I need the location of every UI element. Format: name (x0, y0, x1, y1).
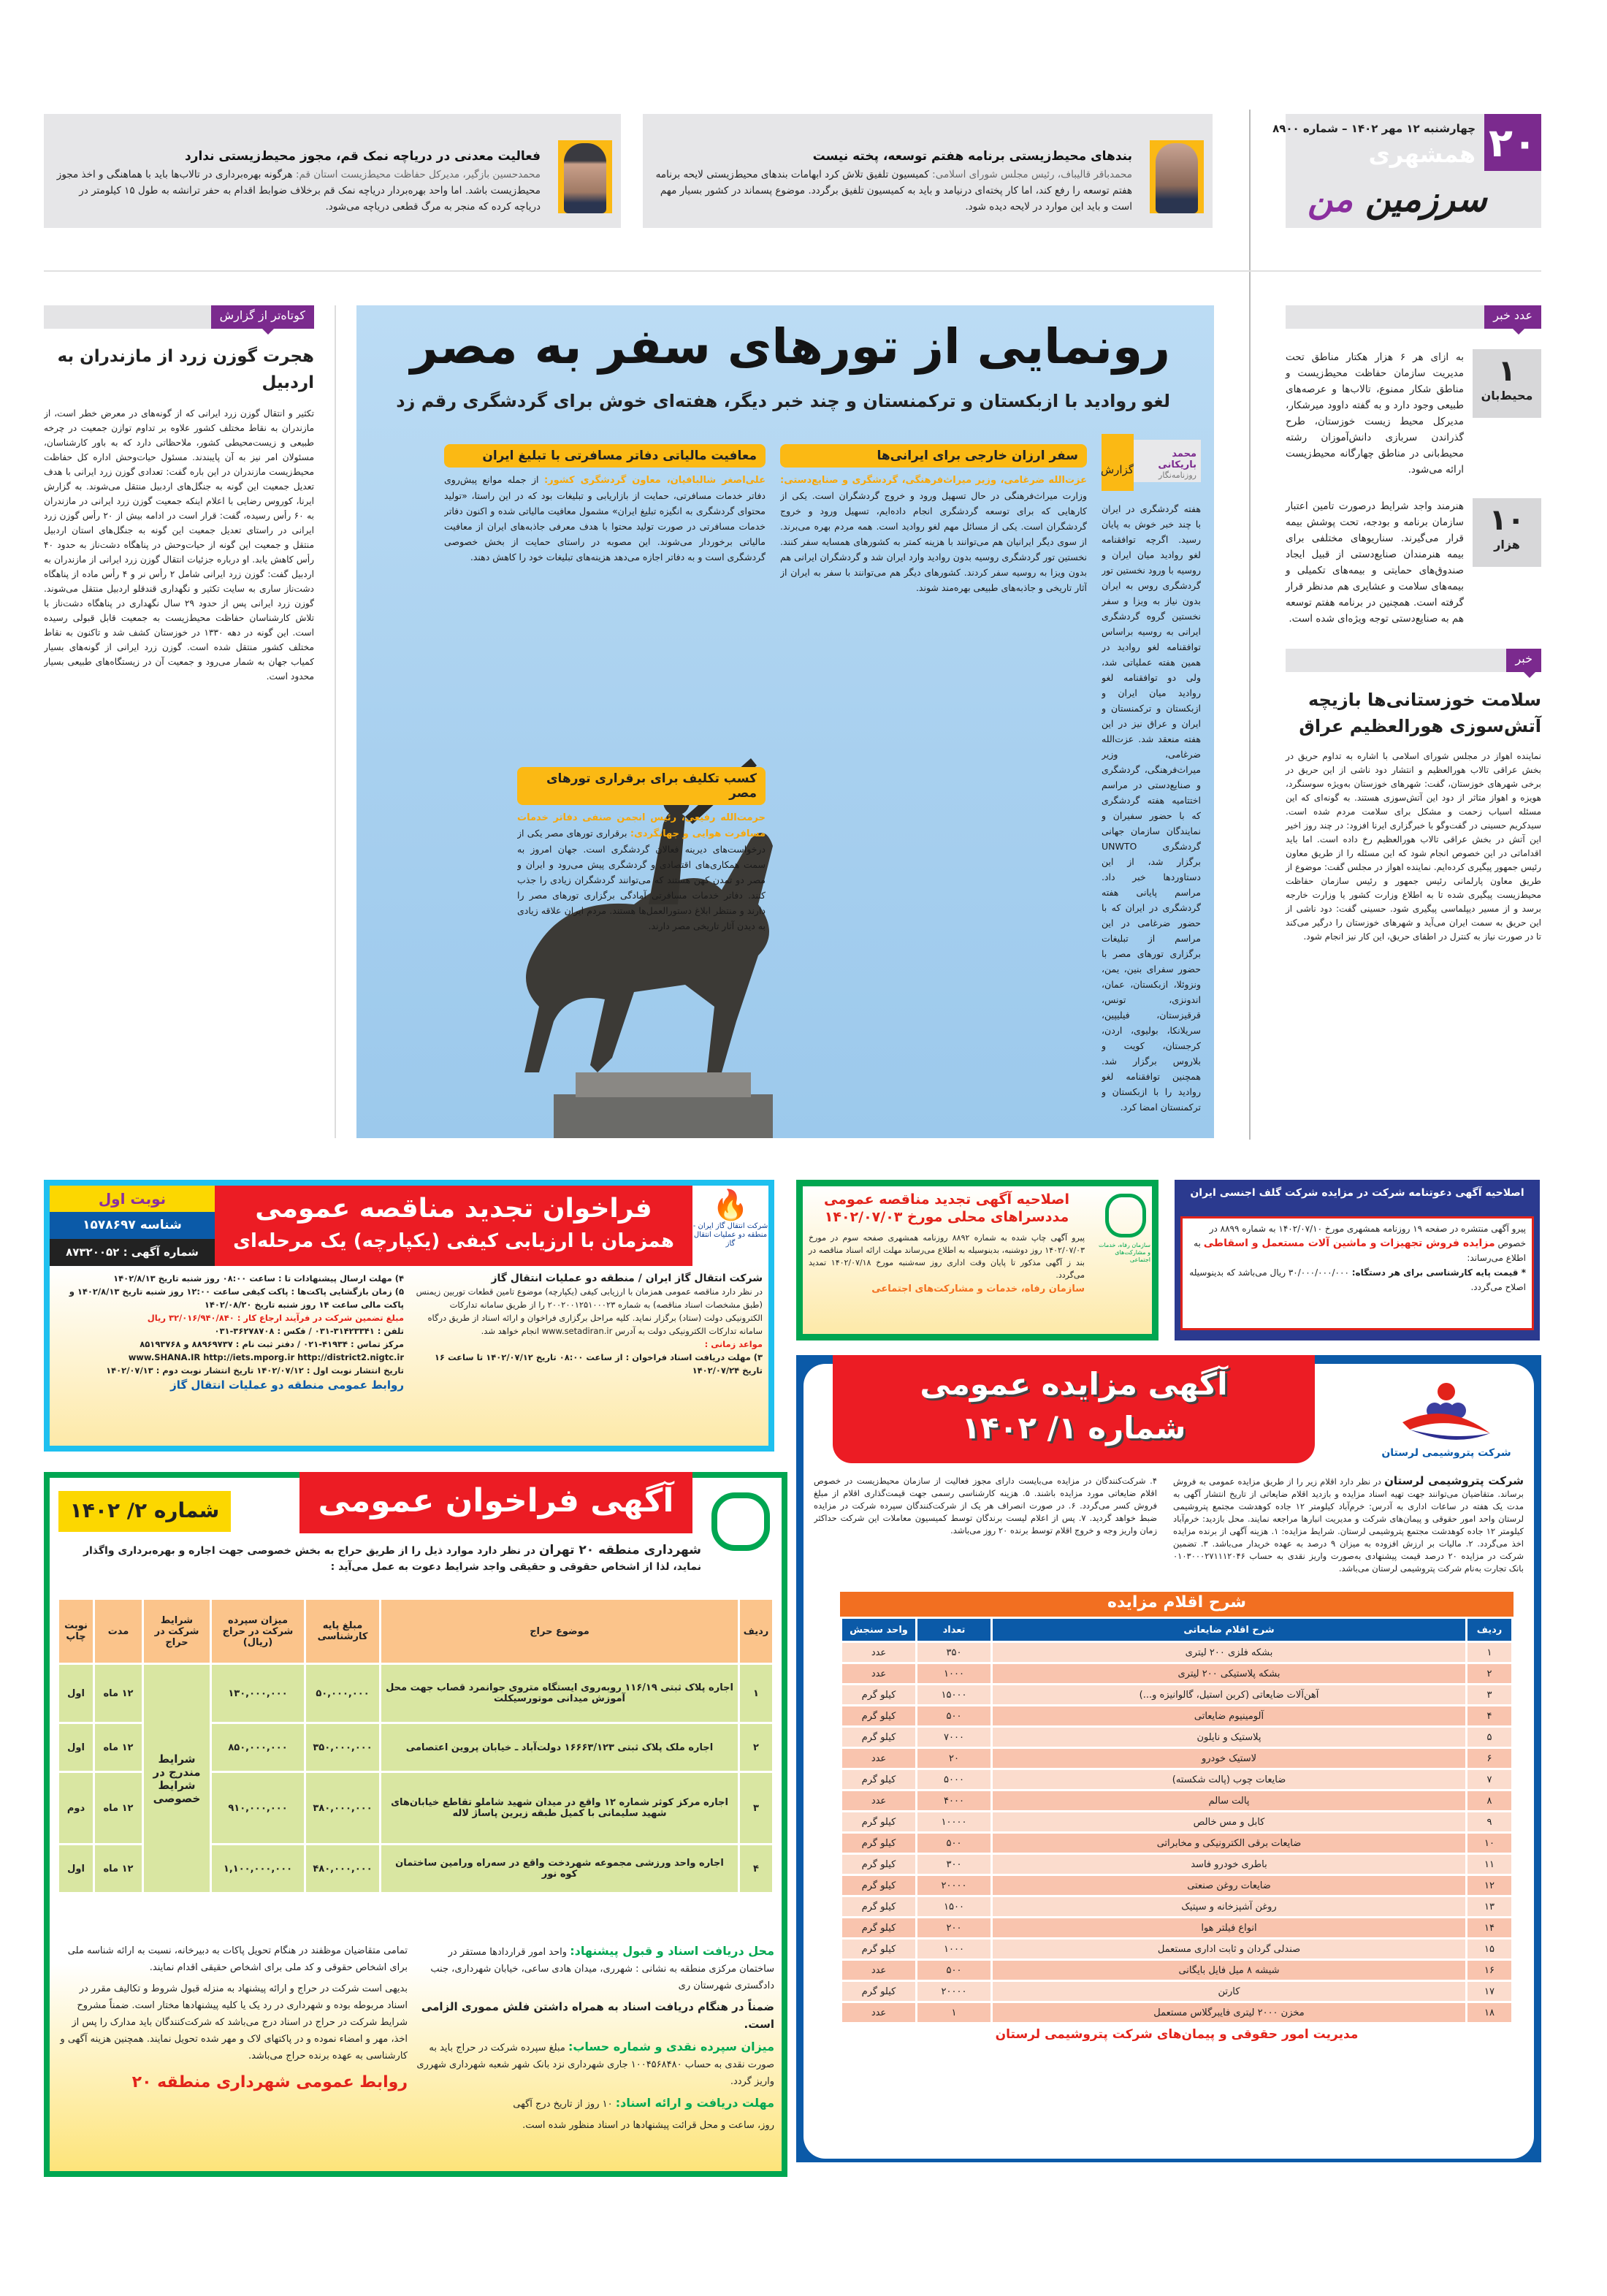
auction-items-table (840, 1617, 1514, 2024)
table-cell: ۱۴ (1467, 1918, 1511, 1937)
news-title: بندهای محیط‌زیستی برنامه هفتم توسعه، پخته نیست (812, 149, 1132, 164)
ad-intro: در نظر دارد موارد ذیل را از طریق حراج به بخش خصوصی جهت اجاره و بهره‌برداری واگذار نماید، لذا از اشخاص حقوقی و حقیقی واجد شرایط دعوت به عمل می‌آید : (83, 1545, 701, 1573)
news-headline[interactable]: سلامت خوزستانی‌ها بازیچه آتش‌سوزی هورالعظیم عراق (1299, 690, 1541, 736)
table-cell: شیشه ۸ میل فایل بایگانی (993, 1961, 1465, 1980)
table-cell: ۱۶ (1467, 1961, 1511, 1980)
table-cell: ۹۱۰,۰۰۰,۰۰۰ (212, 1773, 304, 1843)
news-text: کمیسیون تلفیق تلاش کرد ابهامات بندهای محیط‌زیستی لایحه برنامه هفتم توسعه را رفع کند، اما کار پخته‌ای درنیامد و باید به کمیسیون تلفیق برگردد. موضوع پسماند در کشور بسیار مهم است و باید این موارد در لایحه دیده شود. (655, 169, 1132, 213)
term-block (416, 2094, 774, 2113)
section-heading: سفر ارزان خارجی برای ایرانی‌ها (780, 444, 1087, 468)
supplement-logo-a: سرزمین (1364, 179, 1487, 220)
table-cell: عدد (842, 2003, 915, 2022)
table-cell: پالت سالم (993, 1791, 1465, 1810)
feature-subtitle: لغو روادید با ازبکستان و ترکمنستان و چند خبر دیگر، هفته‌ای خوش برای گردشگری رقم زد (396, 391, 1170, 411)
term-block (416, 2117, 774, 2134)
table-cell: کیلو گرم (842, 1812, 915, 1831)
table-cell: ۲۰ (917, 1749, 990, 1768)
table-row (842, 1897, 1511, 1916)
ad-title: فراخوان تجدید مناقصه عمومی (255, 1194, 652, 1224)
section-byline: علی‌اصغر شالبافیان، معاون گردشگری کشور: (543, 475, 766, 486)
table-cell: پلاستیک و نایلون (993, 1728, 1465, 1747)
section-text: از جمله موانع پیش‌روی دفاتر خدمات مسافرتی، حمایت از بازاریابی و تبلیغات بود که در این راستا، «تولید محتوای گردشگری به انگیزه تبلیغ ایران» مشمول معافیت مالیاتی شده و اکنون دفاتر خدمات مسافرتی در صورت تولید محتوا با هدف معرفی جاذبه‌های ایران از معافیت مالیاتی برخوردار می‌شوند. این مصوبه در راستای حمایت از بخش خصوصی گردشگری است و به دفاتر اجازه می‌دهد هزینه‌های تبلیغات خود را کاهش دهند. (444, 474, 766, 562)
table-header-row (842, 1619, 1511, 1641)
auction-table (57, 1598, 774, 1894)
ad-title: اصلاحیه آگهی تجدید مناقصه عمومی (824, 1191, 1069, 1208)
column-header: شرح اقلام ضایعاتی (993, 1619, 1465, 1641)
table-cell: ۱۸ (1467, 2003, 1511, 2022)
column-divider (335, 305, 336, 1138)
ad-text: پیرو آگهی چاپ شده به شماره ۸۸۹۲ روزنامه همشهری صفحه سوم در مورخ ۱۴۰۲/۰۷/۰۳ روز دوشنبه، بدینوسیله به اطلاع می‌رساند مهلت ارائه اسناد مناقصه در بند ز آگهی مذکور تا پایان وقت اداری روز سه‌شنبه مورخ ۱۴۰۲/۰۷/۱۸ تمدید می‌گردد. (809, 1233, 1085, 1280)
section-tag-bar (44, 305, 314, 329)
table-cell: اجاره ملک پلاک ثبتی ۱۶۶۶۳/۱۲۳ دولت‌آباد ـ خیابان پروین اعتصامی (381, 1724, 738, 1771)
company-name: شرکت انتقال گاز ایران / منطقه دو عملیات انتقال گاز (491, 1273, 763, 1284)
paper-logo: همشهری (1368, 140, 1476, 168)
ad-footer: مدیریت امور حقوقی و پیمان‌های شرکت پتروشیمی لرستان (995, 2027, 1359, 2042)
dates-title: مواعد زمانی : (704, 1339, 763, 1349)
gas-tender-ad (44, 1180, 774, 1452)
ad-text: می‌باشد که بدینوسیله اصلاح می‌گردد. (1189, 1267, 1526, 1292)
section-heading: کسب تکلیف برای برقراری تورهای مصر (517, 767, 766, 805)
term-heading: مهلت دریافت و ارائه اسناد: (615, 2096, 774, 2110)
lorestan-auction-ad (796, 1355, 1541, 2162)
table-cell: ۱۲ (1467, 1876, 1511, 1895)
table-header-row (59, 1600, 772, 1663)
table-cell: ۵۰۰۰ (917, 1770, 990, 1789)
logo-caption: شرکت پتروشیمی لرستان (1381, 1447, 1511, 1459)
ad-links[interactable]: www.SHANA.IR http://iets.mporg.ir http://district2.nigtc.ir (128, 1352, 404, 1362)
term-text: واحد امور قراردادها مستقر در ساختمان مرکزی منطقه به نشانی : شهرری، میدان هادی ساعی، خیابان شهرداری، جنب دادگستری شهرستان ری (430, 1947, 774, 1991)
table-cell: بشکه پلاستیکی ۲۰۰ لیتری (993, 1664, 1465, 1683)
table-row (842, 1791, 1511, 1810)
column-divider (1249, 110, 1251, 1140)
table-row (842, 1706, 1511, 1725)
table-cell: ۱۱ (1467, 1855, 1511, 1874)
table-cell: ۱۵۰۰ (917, 1897, 990, 1916)
term-text: ۱۰ روز از تاریخ درج آگهی (513, 2099, 613, 2110)
report-tag: گزارش (1102, 434, 1134, 491)
table-cell: کابل و مس خالص (993, 1812, 1465, 1831)
tehran-municipality-logo-icon (1105, 1194, 1146, 1237)
ad-number: شماره ۱/ ۱۴۰۲ (961, 1410, 1186, 1446)
table-cell: عدد (842, 1664, 915, 1683)
ad-number-value: ۸۷۳۲۰۰۵۲ (66, 1246, 120, 1259)
table-row (842, 1876, 1511, 1895)
top-news-item[interactable] (44, 114, 621, 228)
left-column (44, 305, 314, 1138)
table-cell: عدد (842, 1791, 915, 1810)
table-cell: باطری خودرو فاسد (993, 1855, 1465, 1874)
stat-number: ۱ (1497, 354, 1516, 388)
table-cell: ۳ (740, 1773, 772, 1843)
portrait-photo (1150, 140, 1204, 213)
section-byline: حرمت‌الله رفیعی، رئیس انجمن صنفی دفاتر خدمات مسافرت هوایی و جهانگردی: (517, 812, 766, 839)
table-cell: ۱۰۰۰ (917, 1940, 990, 1959)
table-cell: لاستیک خودرو (993, 1749, 1465, 1768)
ad-footer: روابط عمومی شهرداری منطقه ۲۰ (131, 2073, 408, 2091)
table-row (842, 1749, 1511, 1768)
term-heading: میزان سپرده نقدی و شماره حساب: (568, 2040, 774, 2053)
right-column (1286, 305, 1541, 1138)
table-cell: ۱۵ (1467, 1940, 1511, 1959)
news-body: تکثیر و انتقال گوزن زرد ایرانی که از گونه‌های در معرض خطر است، از مازندران به نقاط مختلف کشور علاوه بر تداوم توازن جمعیت در چرخه طبیعی و زیست‌محیطی کشور، ملاحظاتی دارد که به باور کارشناسان، مسئولان امر نیز به آن پایبندند. مسئول حیات‌وحش اداره کل حفاظت محیط‌زیست مازندران در این باره گفت: تعدادی گوزن زرد ایرانی با هدف تعدیل جمعیت این گونه به جنگل‌های اردبیل منتقل می‌شوند. به گزارش ایرنا، کوروس رضایی با اعلام اینکه جمعیت گوزن زرد ایرانی در مازندران به ۶۰ رأس رسیده، گفت: قرار است در ادامه بیش از ۲۰ رأس گوزن زرد ایرانی در راستای تعدیل جمعیت این گونه به جنگل‌های استان اردبیل منتقل و جمعیت این گونه از حیات‌وحش در پناهگاه دشت‌ناز به حدود ۴۰ رأس کاهش یابد. او درباره جزئیات انتقال گوزن زرد ایرانی از مازندران به اردبیل گفت: گوزن زرد ایرانی شامل ۲ رأس نر و ۴ رأس ماده از پناهگاه دشت‌ناز ساری به سایت تکثیر و نگهداری قندقلو اردبیل منتقل می‌شوند. گوزن زرد ایرانی پس از حدود ۲۹ سال نگهداری در پناهگاه دشت‌ناز با تلاش کارشناسان حفاظت محیط‌زیست به جمعیت قابل قبولی رسیده است. این گونه در دهه ۱۳۳۰ در خوزستان کشف شد و تاکنون به نقاط مختلف کشور منتقل شده است. گوزن زرد ایرانی از گونه‌های بسیار کمیاب جهان به شمار می‌رود و جمعیت آن در زیستگاه‌های طبیعی بسیار محدود است. (44, 408, 314, 682)
stat-text: به ازای هر ۶ هزار هکتار مناطق تحت مدیریت سازمان حفاظت محیط‌زیست و مناطق شکار ممنوع، تالاب‌ها و عرصه‌های طبیعی وجود دارد و به گفته داوود میرشکار، مدیرکل محیط زیست خوزستان، طرح گذراندن سربازی دانش‌آموزان رشته محیط‌بانی در مناطق چهارگانه محیط‌زیست ارائه می‌شود. (1286, 351, 1464, 476)
stat-item (1286, 349, 1541, 478)
logo-caption: سازمان رفاه، خدمات و مشارکت‌های اجتماعی (1099, 1242, 1150, 1263)
table-cell: ۳۵۰ (917, 1643, 990, 1662)
supplement-logo (1308, 177, 1487, 222)
table-cell: ۵۰۰ (917, 1834, 990, 1853)
table-cell: اول (59, 1845, 93, 1892)
table-cell: ۵۰۰ (917, 1706, 990, 1725)
table-row (842, 1940, 1511, 1959)
table-cell: کیلو گرم (842, 1897, 915, 1916)
table-cell: ۱ (1467, 1643, 1511, 1662)
ad-text: به اطلاع می‌رساند: (1194, 1238, 1526, 1263)
stat-unit: محیط‌بان (1481, 389, 1533, 403)
table-row (842, 2003, 1511, 2022)
table-cell: ۸ (1467, 1791, 1511, 1810)
terms-right (416, 1942, 774, 2138)
table-cell: کیلو گرم (842, 1728, 915, 1747)
price-value: ۳۰/۰۰۰/۰۰۰/۰۰۰ ریال (1270, 1267, 1349, 1278)
table-cell: ۱۰۰۰۰ (917, 1812, 990, 1831)
ad-item: ۵) زمان بازگشایی پاکت‌ها : پاکت کیفی ساعت ۱۲:۰۰ روز شنبه تاریخ ۱۴۰۲/۸/۱۳ و پاکت مالی ساعت ۱۴ روز شنبه تاریخ ۱۴۰۲/۰۸/۲۰ (69, 1286, 404, 1310)
table-cell: ۴ (1467, 1706, 1511, 1725)
table-cell: ۴ (740, 1845, 772, 1892)
ad-item: تلفن : ۳۱۴۲۳۳۴۱-۰۳۱ / فکس : ۳۶۲۷۸۷۰۸-۰۳۱ (214, 1326, 404, 1336)
news-body: نماینده اهواز در مجلس شورای اسلامی با اشاره به تداوم حریق در بخش عراقی تالاب هورالعظیم و انتشار دود ناشی از این حریق در برخی شهرهای خوزستان، گفت: شهرهای خوزستان به‌ویژه سوسنگرد، هویزه و اهواز متاثر از دود این آتش‌سوزی هستند. به گونه‌ای که این مسئله اسباب زحمت و مشکل برای سلامت مردم شده است. سیدکریم حسینی در گفت‌وگو با خبرگزاری ایرنا افزود: در چند روز اخیر این آتش در بخش عراقی تالاب هورالعظیم رخ داده است. اما باید اقداماتی در این خصوص انجام شود که این مسئله را از طریق معاون رئیس جمهور پیگیری کرده‌ایم. نماینده اهواز در مجلس گفت: موضوع از طریق معاون پارلمانی رئیس جمهور و رئیس سازمان حفاظت محیط‌زیست پیگیری شده تا به اطلاع وزارت کشور یا وزارت خارجه برسد و از مسیر دیپلماسی پیگیری شود. حسینی گفت: دود ناشی از این حریق به سمت ایران می‌آید و شهرهای خوزستان را درگیر می‌کند تا در صورت نیاز به کنترل در اطفای حریق، این کار نیز انجام شود. (1286, 751, 1541, 942)
table-cell: کیلو گرم (842, 1770, 915, 1789)
table-cell: آلومینیوم ضایعاتی (993, 1706, 1465, 1725)
table-cell: کیلو گرم (842, 1940, 915, 1959)
table-row (59, 1665, 772, 1722)
term-heading: محل دریافت اسناد و قبول پیشنهاد: (570, 1944, 774, 1958)
table-row (842, 1664, 1511, 1683)
table-cell: کیلو گرم (842, 1855, 915, 1874)
ad-item: مرکز تماس : ۴۱۹۳۴-۰۲۱ / دفتر ثبت نام : ۸۸۹۶۹۷۳۷ و ۸۵۱۹۳۷۶۸ (140, 1339, 404, 1349)
id-label: شناسه (140, 1218, 182, 1232)
feature-article (356, 305, 1214, 1138)
table-cell: انواع فیلتر هوا (993, 1918, 1465, 1937)
table-cell: ۱,۱۰۰,۰۰۰,۰۰۰ (212, 1845, 304, 1892)
ad-title: آگهی مزایده عمومی (920, 1366, 1228, 1402)
table-cell: ۱۰ (1467, 1834, 1511, 1853)
table-cell: ۱۲ ماه (95, 1665, 142, 1722)
column-header: ردیف (1467, 1619, 1511, 1641)
column-header: مبلغ پایه کارشناسی (306, 1600, 379, 1663)
page-number: ۲۰ (1484, 114, 1541, 171)
table-cell: اول (59, 1665, 93, 1722)
tehran-district20-ad (44, 1472, 787, 2177)
table-row (842, 1812, 1511, 1831)
ad-highlight: مزایده فروش تجهیزات و ماشین آلات مستعمل و اسقاطی (1203, 1237, 1495, 1249)
top-news-item[interactable] (643, 114, 1213, 228)
table-cell: ضایعات برقی الکترونیکی و مخابراتی (993, 1834, 1465, 1853)
tehran-municipality-logo-icon (711, 1492, 770, 1551)
news-title: فعالیت معدنی در دریاچه نمک قم، مجوز محیط‌زیستی ندارد (184, 149, 541, 164)
term-block (416, 1942, 774, 1994)
table-cell: ۴۰۰۰ (917, 1791, 990, 1810)
golf-agency-correction-ad (1175, 1180, 1540, 1340)
welfare-correction-ad (796, 1180, 1159, 1340)
ad-item: مبلغ تضمین شرکت در فرآیند ارجاع کار : ۳۲/۰۱۶/۹۴۰/۸۴۰ ریال (147, 1313, 404, 1323)
table-cell: عدد (842, 1961, 915, 1980)
table-cell: ۱۳ (1467, 1897, 1511, 1916)
ad-item: ۴) مهلت ارسال پیشنهادات تا : ساعت ۰۸:۰۰ روز شنبه تاریخ ۱۴۰۲/۸/۱۳ (113, 1273, 404, 1284)
table-row (842, 1961, 1511, 1980)
term-text: ضمناً در هنگام دریافت اسناد به همراه داشتن فلش مموری الزامی است. (421, 2000, 774, 2031)
table-cell: ۳۵۰,۰۰۰,۰۰۰ (306, 1724, 379, 1771)
term-text: تمامی متقاضیان موظفند در هنگام تحویل پاکات به دبیرخانه، نسبت به ارائه شناسه ملی برای اشخاص حقوقی و کد ملی برای اشخاص حقیقی اقدام نمایند. (67, 1945, 408, 1973)
company-lead: شرکت پتروشیمی لرستان (1384, 1475, 1524, 1487)
ad-item: ۳) مهلت دریافت اسناد فراخوان : از ساعت ۰۸:۰۰ تاریخ ۱۴۰۲/۰۷/۱۲ تا ساعت ۱۶ تاریخ ۱۴۰۲/۰۷/۲۴ (434, 1352, 763, 1376)
section-divider (44, 270, 1541, 272)
section-tag-bar (1286, 649, 1541, 672)
ad-number: شماره ۲/ ۱۴۰۲ (58, 1491, 231, 1532)
term-text: بدیهی است شرکت در حراج و ارائه پیشنهاد به منزله قبول شروط و تکالیف مقرر در اسناد مربوطه بوده و شهرداری در رد یک یا کلیه پیشنهادها مختار است. ضمناً مشروح شرایط شرکت در حراج در اسناد درج می‌باشد که شرکت‌کنندگان باید مدارک را پس از اخذ، مهر و امضاء نموده و در پاکتهای لاک و مهر شده تحویل نمایند. همچنین هزینه آگهی و کارشناسی به عهده برنده حراج می‌باشد. (60, 1983, 408, 2062)
table-cell: ۱۳۰,۰۰۰,۰۰۰ (212, 1665, 304, 1722)
table-cell: صندلی گردان و ثابت اداری مستعمل (993, 1940, 1465, 1959)
ad-title: آگهی فراخوان عمومی (299, 1472, 692, 1533)
table-row (842, 1770, 1511, 1789)
table-cell: آهن‌آلات ضایعاتی (کربن استیل، گالوانیزه و...) (993, 1685, 1465, 1704)
table-cell: روغن آشپزخانه و سپتیک (993, 1897, 1465, 1916)
supplement-logo-b: من (1308, 179, 1354, 220)
table-cell: ۲۰۰۰۰ (917, 1876, 990, 1895)
table-cell: دوم (59, 1773, 93, 1843)
table-cell: ۲ (740, 1724, 772, 1771)
feature-section (780, 444, 1087, 722)
table-row (842, 1834, 1511, 1853)
term-block (416, 2038, 774, 2090)
table-cell: ۲۰۰ (917, 1918, 990, 1937)
column-header: ردیف (740, 1600, 772, 1663)
news-speaker: محمدباقر قالیباف، رئیس مجلس شورای اسلامی: (932, 169, 1132, 180)
news-headline[interactable]: هجرت گوزن زرد از مازندران به اردبیل (57, 347, 314, 392)
term-text: مبلغ سپرده شرکت در حراج باید به صورت نقدی به حساب ۱۰۰۴۵۶۸۴۸۰ جاری شهرداری نزد بانک شهر شعبه شهرداری شهرری واریز گردد. (416, 2043, 774, 2087)
table-cell: بشکه فلزی ۲۰۰ لیتری (993, 1643, 1465, 1662)
ad-subtitle: همزمان با ارزیابی کیفی (یکپارچه) یک مرحله‌ای (233, 1230, 674, 1252)
ad-subtitle: مددسراهای محلی مورخ ۱۴۰۲/۰۷/۰۳ (824, 1209, 1069, 1225)
table-cell: ۹ (1467, 1812, 1511, 1831)
table-cell: ۳ (1467, 1685, 1511, 1704)
table-cell: کیلو گرم (842, 1918, 915, 1937)
petrochem-logo (1381, 1378, 1512, 1459)
column-header: میزان سپرده شرکت در حراج (ریال) (212, 1600, 304, 1663)
section-tag-bar (1286, 305, 1541, 329)
ad-number-label: شماره آگهی : (123, 1246, 199, 1259)
ad-text: ۴. شرکت‌کنندگان در مزایده می‌بایست دارای مجوز فعالیت از سازمان محیط‌زیست در خصوص اقلام ضایعاتی مورد مزایده باشند. ۵. هزینه کارشناسی رسمی جهت قیمت‌گذاری اقلام از مبلغ فروش کسر می‌گردد. ۶. در صورت انصراف هر یک از شرکت‌کنندگان سپرده شرکت در مزایده ضبط خواهد گردید. ۷. پس از اعلام لیست برندگان توسط کمیسیون معاملات این شرکت حداکثر زمان واریز وجه و خروج اقلام توسط برنده ۲۰ روز می‌باشد. (814, 1476, 1157, 1536)
ad-text: پیرو آگهی منتشره در صفحه ۱۹ روزنامه همشهری مورخ ۱۴۰۲/۰۷/۱۰ به شماره ۸۸۹۹ در خصوص (1209, 1224, 1526, 1248)
author-role: روزنامه‌نگار (1159, 470, 1196, 480)
report-label (1102, 434, 1201, 491)
table-row (842, 1728, 1511, 1747)
column-header: نوبت چاپ (59, 1600, 93, 1663)
table-cell: عدد (842, 1749, 915, 1768)
section-tag: عدد خبر (1484, 305, 1541, 329)
feature-intro: هفته گردشگری در ایران با چند خبر خوش به پایان رسید. اگرچه توافقنامه لغو روادید میان ایران و روسیه با ورود نخستین تور گردشگری روس به ایران بدون نیاز به ویزا و سفر نخستین گروه گردشگری ایرانی به روسیه براساس توافقنامه لغو روادید در همین هفته عملیاتی شد، ولی دو توافقنامه لغو روادید میان ایران و ازبکستان و ترکمنستان و ایران و عراق نیز در این هفته منعقد شد. عزت‌الله ضرغامی، وزیر میراث‌فرهنگی، گردشگری و صنایع‌دستی در مراسم اختتامیه هفته گردشگری که با حضور سفیران و نمایندگان سازمان جهانی گردشگری UNWTO برگزار شد، از این دستاوردها خبر داد. مراسم پایانی هفته گردشگری در ایران که با حضور ضرغامی در این مراسم از تبلیغات برگزاری تورهای مصر با حضور سفرای بنین، یمن، ونزوئلا، ازبکستان، عمان، اندونزی، تونس، قرقیزستان، فیلیپین، سریلانکا، بولیوی، اردن، کرجستان، کویت و بلاروس برگزار شد. همچنین توافقنامه لغو روادید را با ازبکستان و ترکمنستان امضا کرد. (1102, 503, 1201, 1113)
term-block (416, 1999, 774, 2034)
section-heading: معافیت مالیاتی دفاتر مسافرتی با تبلیغ ایران (444, 444, 766, 468)
table-cell: ۲ (1467, 1664, 1511, 1683)
ad-text: در نظر دارد اقلام زیر را از طریق مزایده عمومی به فروش برساند. متقاضیان می‌توانند جهت تهیه اسناد مزایده و بازدید اقلام ضایعاتی از تاریخ انتشار آگهی به مدت یک هفته در ساعات اداری به آدرس: خرم‌آباد کیلومتر ۱۲ جاده کوهدشت مجتمع پتروشیمی لرستان واحد امور حقوقی و پیمان‌های شرکت و مدیریت انبارها مراجعه نمایند. محل بازدید: خرم‌آباد کیلومتر ۱۲ جاده کوهدشت مجتمع پتروشیمی لرستان. شرایط مزایده: ۱. هزینه آگهی از برنده مزایده اخذ می‌گردد. ۲. مالیات بر ارزش افزوده به میزان ۹ درصد به عهده خریدار می‌باشد. ۳. تضمین شرکت در مزایده ۲۰ درصد قیمت پیشنهادی به‌صورت واریز نقدی به حساب ۰۱۰۳۰۰۰۲۷۱۱۱۲۰۴۶ بانک تجارت به‌نام شرکت پتروشیمی لرستان می‌باشد. (1173, 1476, 1524, 1574)
table-cell: ۳۸۰,۰۰۰,۰۰۰ (306, 1773, 379, 1843)
stat-number: ۱۰ (1489, 503, 1525, 537)
table-cell: کیلو گرم (842, 1876, 915, 1895)
table-row (842, 1643, 1511, 1662)
feature-section (444, 444, 766, 751)
table-row (842, 1685, 1511, 1704)
table-cell: عدد (842, 1643, 915, 1662)
table-cell: ۵ (1467, 1728, 1511, 1747)
feature-intro-column (1102, 501, 1201, 1129)
table-row (842, 1855, 1511, 1874)
term-text: روز، ساعت و محل قرائت پیشنهادها در اسناد منظور شده است. (522, 2120, 774, 2131)
table-cell: کیلو گرم (842, 1685, 915, 1704)
table-cell: ۸۵۰,۰۰۰,۰۰۰ (212, 1724, 304, 1771)
stat-item (1286, 498, 1541, 627)
table-cell: مخزن ۲۰۰۰ لیتری فایبرگلاس مستعمل (993, 2003, 1465, 2022)
section-text: برقراری تورهای مصر یکی از درخواست‌های دیرینه فعالان گردشگری است. جهان امروز به سمت همکاری‌های اقتصادی و گردشگری پیش می‌رود و ایران و مصر دو تمدن کهن هستند که می‌توانند گردشگران زیادی را جذب کنند. دفاتر خدمات مسافرتی آمادگی برگزاری تورهای مصر را دارند و منتظر ابلاغ دستورالعمل‌ها هستند. مردم ایران علاقه زیادی به دیدن آثار تاریخی مصر دارند. (517, 828, 766, 931)
column-header: موضوع حراج (381, 1600, 738, 1663)
ad-footer: روابط عمومی منطقه دو عملیات انتقال گاز (170, 1378, 404, 1392)
dateline: چهارشنبه ۱۲ مهر ۱۴۰۲ – شماره ۸۹۰۰ (1272, 122, 1476, 135)
table-cell: ۱۲ ماه (95, 1845, 142, 1892)
table-cell: ۱۲ ماه (95, 1724, 142, 1771)
ad-title: اصلاحیه آگهی دعوتنامه شرکت در مزایده شرکت گلف اجنسی ایران (1190, 1187, 1524, 1199)
gas-logo (692, 1186, 768, 1266)
feature-title: رونمایی از تورهای سفر به مصر (410, 319, 1170, 375)
column-header: مدت (95, 1600, 142, 1663)
ad-intro: در نظر دارد مناقصه عمومی همزمان با ارزیابی کیفی (یکپارچه) موضوع تامین قطعات توربین زیمنس (طبق مشخصات اسناد مناقصه) به شماره ۲۰۰۲۰۰۱۲۵۱۰۰۰۲۳ را از طریق سامانه تدارکات الکترونیکی دولت (ستاد) برگزار نماید. کلیه مراحل برگزاری فراخوان و ارائه اسناد از طریق درگاه سامانه تدارکات الکترونیکی دولت به آدرس www.setadiran.ir انجام خواهد شد. (416, 1286, 763, 1336)
table-row (842, 1918, 1511, 1937)
price-label: * قیمت پایه کارشناسی برای هر دستگاه: (1351, 1267, 1526, 1278)
column-header: واحد سنجش (842, 1619, 915, 1641)
table-cell: اجاره مرکز کوثر شماره ۱۲ واقع در میدان شهید شاملو تقاطع خیابان‌های شهید سلیمانی با کمیل طبقه زیرین پاساژ لاله (381, 1773, 738, 1843)
conditions-cell: شرایط مندرج در شرایط خصوصی (144, 1665, 210, 1892)
table-cell: کیلو گرم (842, 1834, 915, 1853)
table-cell: ۱۵۰۰۰ (917, 1685, 990, 1704)
table-cell: ۶ (1467, 1749, 1511, 1768)
column-header: شرایط شرکت در حراج (144, 1600, 210, 1663)
table-cell: ۴۸۰,۰۰۰,۰۰۰ (306, 1845, 379, 1892)
table-cell: کارتن (993, 1982, 1465, 2001)
table-cell: کیلو گرم (842, 1706, 915, 1725)
table-cell: ۱ (740, 1665, 772, 1722)
section-text: وزارت میراث‌فرهنگی در حال تسهیل ورود و خروج گردشگران است. یکی از کارهایی که برای توسعه گردشگری انجام داده‌ایم، تسهیل ورود و خروج گردشگران است. یکی از مسائل مهم لغو روادید است. همه مردم بهره می‌برند. از سوی دیگر ایرانیان هم می‌توانند با هزینه کمتر به کشورهای همسایه سفر کنند. نخستین تور گردشگری روسیه بدون روادید وارد ایران شد و گردشگران ایرانی هم بدون ویزا به روسیه سفر کردند. کشورهای دیگر هم می‌توانند با سفر به ایران از آثار تاریخی و جاذبه‌های طبیعی بهره‌مند شوند. (780, 490, 1087, 593)
news-text: هرگونه بهره‌برداری در تالاب‌ها باید با هماهنگی و اخذ مجوز محیط‌زیست باشد. اما واحد بهره‌بردار دریاچه نمک قم برخلاف ضوابط اقدام به حفر ترانشه به طول ۱۵ کیلومتر در دریاچه کرده که منجر به مرگ قطعی دریاچه می‌شود. (56, 169, 541, 213)
flame-logo-icon: 🔥 (712, 1189, 749, 1222)
table-cell: ۵۰,۰۰۰,۰۰۰ (306, 1665, 379, 1722)
news-speaker: محمدحسین بازگیر، مدیرکل حفاظت محیط‌زیست استان قم: (295, 169, 541, 180)
id-value: ۱۵۷۸۶۹۷ (83, 1218, 136, 1232)
section-byline: عزت‌الله ضرغامی، وزیر میراث‌فرهنگی، گردشگری و صنایع‌دستی: (780, 475, 1087, 486)
table-cell: ضایعات چوب (پالت شکسته) (993, 1770, 1465, 1789)
ad-lead: شهرداری منطقه ۲۰ تهران (538, 1543, 701, 1557)
author-name: محمد باریکانی (1158, 449, 1196, 470)
column-header: تعداد (917, 1619, 990, 1641)
table-cell: ضایعات روغن صنعتی (993, 1876, 1465, 1895)
table-cell: ۱۰۰۰ (917, 1664, 990, 1683)
ad-item: تاریخ انتشار نوبت اول : ۱۴۰۲/۰۷/۱۲ تاریخ انتشار نوبت دوم : ۱۴۰۲/۰۷/۱۳ (106, 1365, 404, 1376)
feature-section (517, 767, 766, 1118)
petrochem-logo-icon (1395, 1378, 1497, 1444)
table-cell: اجاره پلاک ثبتی ۱۱۶/۱۹ روبه‌روی ایستگاه متروی جوانمرد قصاب جهت محل آموزش میدانی موتورسیکلت (381, 1665, 738, 1722)
table-cell: ۷۰۰۰ (917, 1728, 990, 1747)
masthead (1272, 114, 1541, 228)
portrait-photo (558, 140, 612, 213)
terms-left (57, 1942, 408, 2094)
gas-logo-text: شرکت انتقال گاز ایران - منطقه دو عملیات انتقال گاز (692, 1222, 768, 1248)
table-cell: اجاره واحد ورزشی مجموعه شهردخت واقع در سه‌راه ورامین ساختمان کوه نور (381, 1845, 738, 1892)
ad-footer: سازمان رفاه، خدمات و مشارکت‌های اجتماعی (871, 1284, 1085, 1294)
table-cell: ۱ (917, 2003, 990, 2022)
table-title: شرح اقلام مزایده (840, 1592, 1514, 1617)
ad-round: نوبت اول (50, 1186, 215, 1212)
table-cell: ۱۲ ماه (95, 1773, 142, 1843)
table-cell: ۳۰۰ (917, 1855, 990, 1874)
table-cell: کیلو گرم (842, 1982, 915, 2001)
table-cell: ۵۰۰ (917, 1961, 990, 1980)
table-cell: اول (59, 1724, 93, 1771)
stat-unit: هزار (1494, 538, 1520, 552)
table-cell: ۷ (1467, 1770, 1511, 1789)
section-tag: کوتاه‌تر از گزارش (211, 305, 314, 329)
section-tag: خبر (1506, 649, 1541, 672)
table-cell: ۱۷ (1467, 1982, 1511, 2001)
table-cell: ۲۰۰۰۰ (917, 1982, 990, 2001)
table-row (842, 1982, 1511, 2001)
stat-text: هنرمند واجد شرایط درصورت تامین اعتبار سازمان برنامه و بودجه، تحت پوشش بیمه قرار می‌گیرند. سناریوهای مختلفی برای بیمه هنرمندان صنایع‌دستی از قبیل ایجاد صندوق‌های حمایتی و بیمه‌های تکمیلی و بیمه‌های سلامت و عشایری هم مدنظر قرار گرفته است. همچنین در برنامه هفتم توسعه هم به صنایع‌دستی توجه ویژه‌ای شده است. (1286, 500, 1464, 625)
